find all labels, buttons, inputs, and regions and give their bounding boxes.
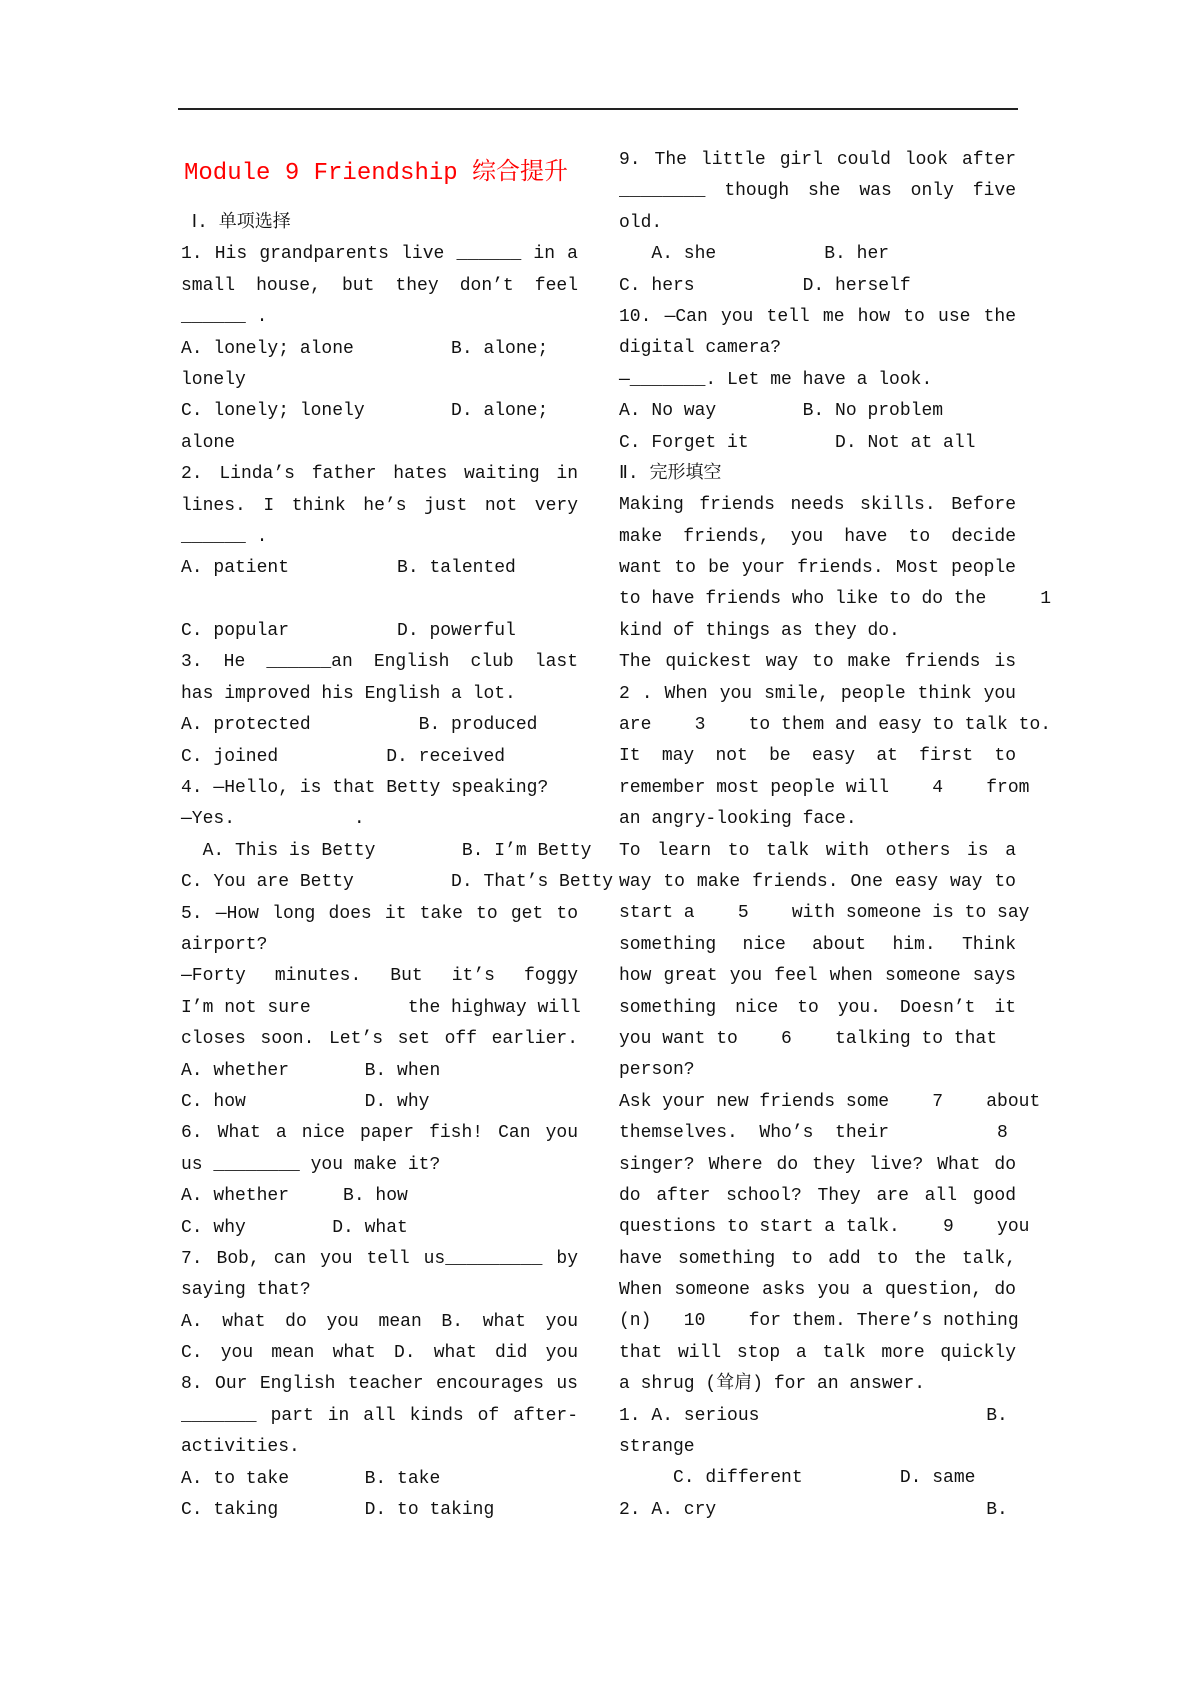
text-line: has improved his English a lot. [181, 683, 516, 704]
text-line [181, 585, 578, 616]
text-line: 10. —Can you tell me how to use the [619, 306, 1016, 327]
text-line: saying that? [181, 1280, 311, 1301]
text-line: C. joined D. received [181, 746, 506, 767]
text-line: make friends, you have to decide [619, 526, 1016, 547]
text-line: C. hers D. herself [619, 275, 911, 296]
text-line: lonely [181, 369, 246, 390]
text-line: want to be your friends. Most people [619, 558, 1016, 579]
text-line: 8. Our English teacher encourages us [181, 1374, 578, 1395]
text-line: A. This is Betty B. I’m Betty [181, 840, 592, 861]
text-line: C. lonely; lonely D. alone; [181, 401, 549, 422]
text-line: A. she B. her [619, 244, 890, 265]
text-line: 1. A. serious B. [619, 1405, 1008, 1426]
text-line: a shrug (耸肩) for an answer. [619, 1374, 926, 1395]
text-line: (n) 10 for them. There’s nothing [619, 1311, 1019, 1332]
text-line: closes soon. Let’s set off earlier. [181, 1029, 578, 1050]
text-line: digital camera? [619, 338, 782, 359]
text-line: —Yes. . [181, 809, 365, 830]
header-rule [178, 108, 1018, 110]
text-line: A. whether B. when [181, 1060, 441, 1081]
text-line: A. No way B. No problem [619, 401, 944, 422]
text-line: C. Forget it D. Not at all [619, 432, 976, 453]
text-line: A. lonely; alone B. alone; [181, 338, 549, 359]
text-line: A. to take B. take [181, 1468, 441, 1489]
text-line: way to make friends. One easy way to [619, 871, 1016, 892]
text-line: A. whether B. how [181, 1186, 408, 1207]
text-line: C. You are Betty D. That’s Betty [181, 872, 614, 893]
text-line: do after school? They are all good [619, 1185, 1016, 1206]
text-line: 5. —How long does it take to get to [181, 903, 578, 924]
text-line: have something to add to the talk, [619, 1248, 1016, 1269]
text-line: A. protected B. produced [181, 715, 538, 736]
text-line: A. what do you mean B. what you [181, 1311, 578, 1332]
text-line: activities. [181, 1437, 300, 1458]
text-line: questions to start a talk. 9 you [619, 1217, 1030, 1238]
text-line: ______ . [181, 526, 268, 547]
text-line: It may not be easy at first to [619, 746, 1016, 767]
text-line: us ________ you make it? [181, 1154, 441, 1175]
text-line: C. popular D. powerful [181, 621, 516, 642]
text-line: to have friends who like to do the 1 [619, 589, 1052, 610]
text-line: 2. Linda’s father hates waiting in [181, 464, 578, 485]
text-line: 2 . When you smile, people think you [619, 683, 1016, 704]
text-line: Making friends needs skills. Before [619, 495, 1016, 516]
text-line: 1. His grandparents live ______ in a [181, 244, 578, 265]
text-line: 2. A. cry B. [619, 1499, 1008, 1520]
text-line: something nice about him. Think [619, 934, 1016, 955]
text-line: lines. I think he’s just not very [181, 495, 578, 516]
text-line: 7. Bob, can you tell us_________ by [181, 1248, 578, 1269]
text-line: Ⅱ. 完形填空 [619, 463, 722, 484]
text-line: start a 5 with someone is to say [619, 903, 1030, 924]
text-line: are 3 to them and easy to talk to. [619, 715, 1052, 736]
text-line: _______ part in all kinds of after- [181, 1405, 578, 1426]
text-line: old. [619, 212, 663, 233]
text-line: ______ . [181, 307, 268, 328]
left-column [181, 208, 614, 1526]
right-column [619, 145, 1052, 1526]
text-line: 3. He ______an English club last [181, 652, 578, 673]
text-line: A. patient B. talented [181, 558, 516, 579]
text-line: 6. What a nice paper fish! Can you [181, 1123, 578, 1144]
text-line: ________ though she was only five [619, 181, 1016, 202]
text-line: To learn to talk with others is a [619, 840, 1016, 861]
text-line: C. why D. what [181, 1217, 408, 1238]
text-line: I’m not sure the highway will [181, 997, 581, 1018]
page-title: Module 9 Friendship 综合提升 [184, 160, 569, 187]
text-line: that will stop a talk more quickly [619, 1342, 1016, 1363]
text-line: Ⅰ. 单项选择 [181, 213, 291, 233]
text-line: strange [619, 1437, 695, 1458]
text-line: you want to 6 talking to that [619, 1028, 998, 1049]
text-line: alone [181, 432, 236, 453]
text-line: Ask your new friends some 7 about [619, 1091, 1041, 1112]
text-line: singer? Where do they live? What do [619, 1154, 1016, 1175]
text-line: When someone asks you a question, do [619, 1280, 1016, 1301]
text-line: small house, but they don’t feel [181, 275, 578, 296]
text-line: kind of things as they do. [619, 620, 900, 641]
text-line: something nice to you. Doesn’t it [619, 997, 1016, 1018]
text-line: —_______. Let me have a look. [619, 369, 933, 390]
text-line: C. how D. why [181, 1091, 430, 1112]
text-line: The quickest way to make friends is [619, 652, 1016, 673]
text-line: an angry-looking face. [619, 809, 857, 830]
text-line: —Forty minutes. But it’s foggy [181, 966, 578, 987]
text-line: remember most people will 4 from [619, 777, 1030, 798]
text-line: C. different D. same [619, 1468, 976, 1489]
text-line: airport? [181, 934, 268, 955]
text-line: C. taking D. to taking [181, 1500, 495, 1521]
text-line: 9. The little girl could look after [619, 150, 1016, 170]
text-line: person? [619, 1060, 695, 1081]
text-line: 4. —Hello, is that Betty speaking? [181, 778, 549, 799]
text-line: how great you feel when someone says [619, 966, 1016, 987]
text-line: themselves. Who’s their 8 [619, 1123, 1008, 1144]
text-line: C. you mean what D. what did you [181, 1343, 578, 1364]
